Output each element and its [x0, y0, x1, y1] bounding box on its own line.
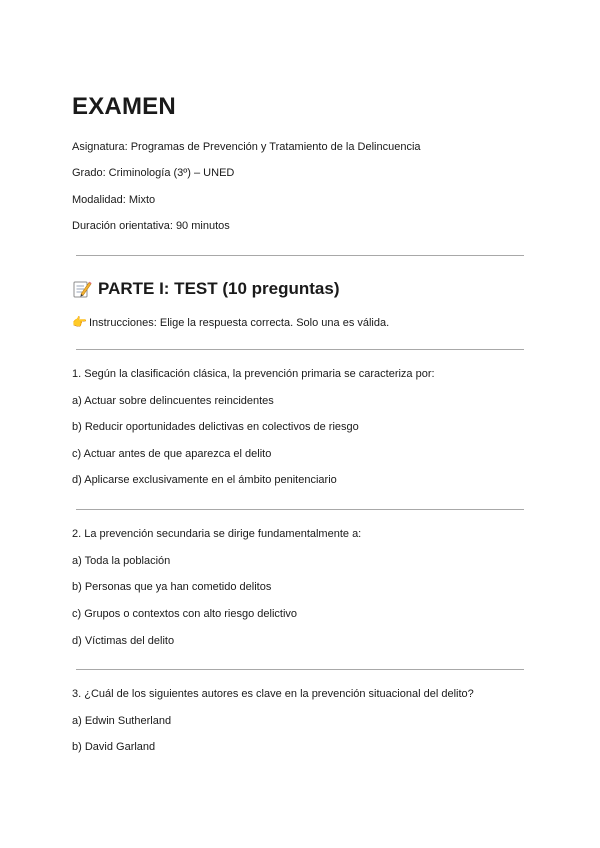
question-2-option-d: d) Víctimas del delito [72, 635, 175, 647]
duration-line: Duración orientativa: 90 minutos [72, 220, 230, 232]
question-2-option-a: a) Toda la población [72, 555, 171, 567]
divider [76, 509, 524, 510]
divider [76, 349, 524, 350]
part-heading [72, 279, 340, 299]
instructions-text: Instrucciones: Elige la respuesta correcta. Solo una es válida. [88, 317, 390, 329]
question-2-option-b: b) Personas que ya han cometido delitos [72, 581, 272, 593]
question-3-option-a: a) Edwin Sutherland [72, 715, 172, 727]
divider [76, 669, 524, 670]
degree-line: Grado: Criminología (3º) – UNED [72, 167, 235, 179]
modality-line: Modalidad: Mixto [72, 194, 156, 206]
question-1-option-a: a) Actuar sobre delincuentes reincidentes [72, 395, 274, 407]
instructions-line [72, 315, 389, 329]
subject-line: Asignatura: Programas de Prevención y Tratamiento de la Delincuencia [72, 141, 421, 153]
question-1-option-c: c) Actuar antes de que aparezca el delito [72, 448, 272, 460]
question-1-text: 1. Según la clasificación clásica, la prevención primaria se caracteriza por: [72, 368, 435, 380]
page-title: EXAMEN [72, 93, 176, 120]
question-1-option-d: d) Aplicarse exclusivamente en el ámbito penitenciario [72, 474, 337, 486]
part-title: PARTE I: TEST (10 preguntas) [98, 279, 340, 298]
question-1-option-b: b) Reducir oportunidades delictivas en colectivos de riesgo [72, 421, 359, 433]
divider [76, 255, 524, 256]
memo-icon [72, 279, 92, 299]
question-3-text: 3. ¿Cuál de los siguientes autores es clave en la prevención situacional del delito? [72, 688, 474, 700]
question-2-option-c: c) Grupos o contextos con alto riesgo delictivo [72, 608, 298, 620]
question-3-option-b: b) David Garland [72, 741, 156, 753]
question-2-text: 2. La prevención secundaria se dirige fundamentalmente a: [72, 528, 362, 540]
pointing-hand-icon: 👉 [72, 315, 87, 329]
